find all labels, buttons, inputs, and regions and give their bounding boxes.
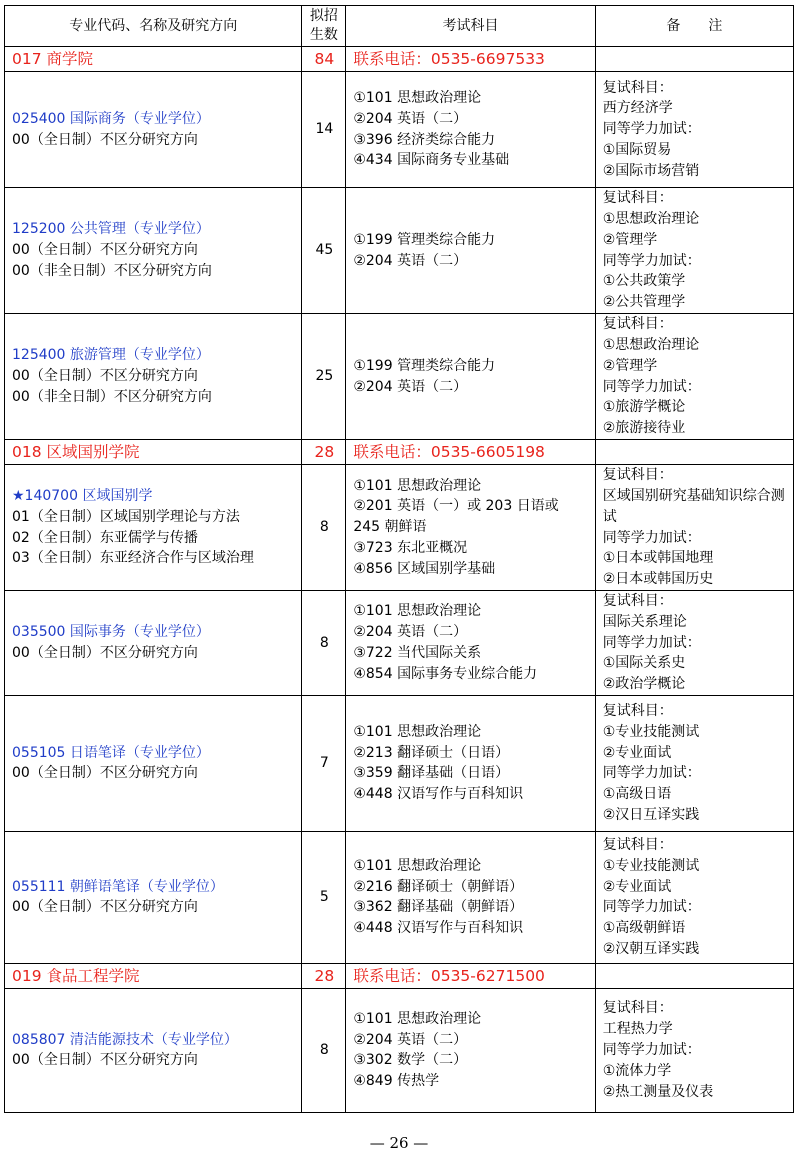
notes-cell: [595, 72, 793, 188]
exam-subject: ③302 数学（二）: [353, 1052, 468, 1069]
college-notes-empty: [595, 440, 793, 465]
note-line: 复试科目：: [602, 467, 673, 484]
note-line: 复试科目：: [602, 316, 673, 333]
enrollment-count: 8: [302, 465, 346, 591]
header-enrollment-line2: 生数: [309, 27, 338, 43]
enrollment-count: 8: [302, 591, 346, 696]
note-line: ②专业面试: [602, 744, 672, 761]
table-body: [5, 47, 794, 1113]
note-line: 西方经济学: [602, 100, 673, 117]
notes-cell: [595, 695, 793, 831]
research-direction: 00（全日制）不区分研究方向: [12, 644, 198, 661]
note-line: 同等学力加试：: [602, 529, 701, 546]
major-code-name: 085807 清洁能源技术（专业学位）: [12, 1031, 238, 1048]
exam-subject: ①101 思想政治理论: [353, 89, 482, 106]
note-line: ①专业技能测试: [602, 723, 700, 740]
notes-cell: [595, 188, 793, 314]
note-line: 同等学力加试：: [602, 899, 701, 916]
major-row: [5, 695, 794, 831]
exam-subject: ①101 思想政治理论: [353, 477, 482, 494]
enrollment-count: 14: [302, 72, 346, 188]
exam-subject: ②216 翻译硕士（朝鲜语）: [353, 878, 524, 895]
research-direction: 00（非全日制）不区分研究方向: [12, 262, 212, 279]
exam-subject: ②204 英语（二）: [353, 252, 468, 269]
header-major: 专业代码、名称及研究方向: [5, 6, 302, 47]
notes-cell: [595, 988, 793, 1112]
note-line: ②国际市场营销: [602, 162, 700, 179]
exam-subject: ②204 英语（二）: [353, 1031, 468, 1048]
note-line: 工程热力学: [602, 1021, 673, 1038]
admissions-table-page: [4, 5, 794, 1113]
exam-subject: ③396 经济类综合能力: [353, 131, 496, 148]
major-row: [5, 988, 794, 1112]
major-row: [5, 831, 794, 963]
exam-subjects-cell: [346, 188, 595, 314]
note-line: ②管理学: [602, 357, 658, 374]
major-code-name: 025400 国际商务（专业学位）: [12, 110, 210, 127]
note-line: 同等学力加试：: [602, 252, 701, 269]
exam-subjects-cell: [346, 591, 595, 696]
major-code-name: 125400 旅游管理（专业学位）: [12, 347, 210, 364]
note-line: ②旅游接待业: [602, 420, 686, 437]
notes-cell: [595, 831, 793, 963]
note-line: 同等学力加试：: [602, 765, 701, 782]
major-cell: [5, 591, 302, 696]
note-line: 区域国别研究基础知识综合测试: [602, 487, 785, 525]
notes-cell: [595, 314, 793, 440]
exam-subject: ③362 翻译基础（朝鲜语）: [353, 899, 524, 916]
research-direction: 03（全日制）东亚经济合作与区域治理: [12, 550, 254, 567]
research-direction: 00（非全日制）不区分研究方向: [12, 388, 212, 405]
note-line: ②管理学: [602, 231, 658, 248]
note-line: ①日本或韩国地理: [602, 550, 714, 567]
exam-subject: ②204 英语（二）: [353, 110, 468, 127]
exam-subjects-cell: [346, 465, 595, 591]
note-line: 同等学力加试：: [602, 121, 701, 138]
exam-subject: ④448 汉语写作与百科知识: [353, 786, 524, 803]
header-enrollment: [302, 6, 346, 47]
exam-subject: ③722 当代国际关系: [353, 644, 482, 661]
research-direction: 01（全日制）区域国别学理论与方法: [12, 508, 240, 525]
note-line: 同等学力加试：: [602, 634, 701, 651]
exam-subject: ④854 国际事务专业综合能力: [353, 665, 538, 682]
exam-subject: ④856 区域国别学基础: [353, 560, 496, 577]
note-line: 复试科目：: [602, 1000, 673, 1017]
major-cell: [5, 988, 302, 1112]
college-notes-empty: [595, 47, 793, 72]
major-code-name: 035500 国际事务（专业学位）: [12, 624, 210, 641]
note-line: 国际关系理论: [602, 613, 687, 630]
college-notes-empty: [595, 963, 793, 988]
exam-subjects-cell: [346, 695, 595, 831]
note-line: ①思想政治理论: [602, 336, 700, 353]
college-enrollment-count: 28: [302, 440, 346, 465]
major-cell: [5, 695, 302, 831]
exam-subject: ②204 英语（二）: [353, 624, 468, 641]
note-line: ①公共政策学: [602, 273, 686, 290]
exam-subject: ④448 汉语写作与百科知识: [353, 920, 524, 937]
note-line: 同等学力加试：: [602, 378, 701, 395]
page-number: — 26 —: [369, 1134, 429, 1152]
note-line: ②汉日互译实践: [602, 807, 700, 824]
major-row: [5, 465, 794, 591]
exam-subjects-cell: [346, 314, 595, 440]
exam-subject: ①101 思想政治理论: [353, 603, 482, 620]
college-enrollment-count: 84: [302, 47, 346, 72]
note-line: 复试科目：: [602, 190, 673, 207]
note-line: ②汉朝互译实践: [602, 941, 700, 958]
note-line: ①思想政治理论: [602, 210, 700, 227]
college-name: 019 食品工程学院: [5, 963, 302, 988]
exam-subject: ②204 英语（二）: [353, 378, 468, 395]
college-row: [5, 47, 794, 72]
college-row: [5, 440, 794, 465]
research-direction: 02（全日制）东亚儒学与传播: [12, 529, 198, 546]
enrollment-count: 5: [302, 831, 346, 963]
header-exam-subjects: 考试科目: [346, 6, 595, 47]
major-code-name: 125200 公共管理（专业学位）: [12, 221, 210, 238]
exam-subject: ③359 翻译基础（日语）: [353, 765, 510, 782]
header-enrollment-line1: 拟招: [309, 8, 338, 24]
college-contact-phone: 联系电话：0535-6697533: [346, 47, 595, 72]
header-notes: 备 注: [595, 6, 793, 47]
note-line: ①高级朝鲜语: [602, 920, 686, 937]
major-cell: [5, 72, 302, 188]
exam-subject: ①101 思想政治理论: [353, 723, 482, 740]
exam-subject: ①199 管理类综合能力: [353, 231, 496, 248]
notes-cell: [595, 465, 793, 591]
exam-subject: ④434 国际商务专业基础: [353, 152, 510, 169]
note-line: 复试科目：: [602, 79, 673, 96]
exam-subject: ①101 思想政治理论: [353, 857, 482, 874]
note-line: ②日本或韩国历史: [602, 571, 714, 588]
exam-subject: ③723 东北亚概况: [353, 539, 468, 556]
enrollment-count: 7: [302, 695, 346, 831]
note-line: ②专业面试: [602, 878, 672, 895]
major-row: [5, 188, 794, 314]
major-cell: [5, 188, 302, 314]
college-name: 017 商学院: [5, 47, 302, 72]
major-cell: [5, 314, 302, 440]
college-contact-phone: 联系电话：0535-6605198: [346, 440, 595, 465]
note-line: ①国际关系史: [602, 655, 686, 672]
research-direction: 00（全日制）不区分研究方向: [12, 765, 198, 782]
exam-subject: ④849 传热学: [353, 1073, 440, 1090]
table-header-row: [5, 6, 794, 47]
note-line: ①高级日语: [602, 786, 672, 803]
exam-subject: ②213 翻译硕士（日语）: [353, 744, 510, 761]
research-direction: 00（全日制）不区分研究方向: [12, 368, 198, 385]
major-row: [5, 72, 794, 188]
exam-subjects-cell: [346, 831, 595, 963]
exam-subject: ①101 思想政治理论: [353, 1010, 482, 1027]
major-code-name: 055105 日语笔译（专业学位）: [12, 744, 210, 761]
note-line: 复试科目：: [602, 703, 673, 720]
note-line: ②公共管理学: [602, 294, 686, 311]
major-row: [5, 591, 794, 696]
college-row: [5, 963, 794, 988]
enrollment-count: 25: [302, 314, 346, 440]
major-cell: [5, 465, 302, 591]
college-contact-phone: 联系电话：0535-6271500: [346, 963, 595, 988]
admissions-table: [4, 5, 794, 1113]
note-line: 复试科目：: [602, 593, 673, 609]
college-enrollment-count: 28: [302, 963, 346, 988]
major-row: [5, 314, 794, 440]
major-code-name: 055111 朝鲜语笔译（专业学位）: [12, 878, 224, 895]
exam-subjects-cell: [346, 72, 595, 188]
note-line: ①国际贸易: [602, 141, 672, 158]
research-direction: 00（全日制）不区分研究方向: [12, 131, 198, 148]
note-line: ②政治学概论: [602, 676, 686, 693]
research-direction: 00（全日制）不区分研究方向: [12, 1052, 198, 1069]
college-name: 018 区域国别学院: [5, 440, 302, 465]
major-code-name: ★140700 区域国别学: [12, 487, 153, 504]
enrollment-count: 8: [302, 988, 346, 1112]
note-line: ①流体力学: [602, 1062, 672, 1079]
exam-subjects-cell: [346, 988, 595, 1112]
notes-cell: [595, 591, 793, 696]
research-direction: 00（全日制）不区分研究方向: [12, 242, 198, 259]
note-line: ①旅游学概论: [602, 399, 686, 416]
note-line: ①专业技能测试: [602, 857, 700, 874]
note-line: 同等学力加试：: [602, 1042, 701, 1059]
note-line: ②热工测量及仪表: [602, 1083, 714, 1100]
exam-subject: ②201 英语（一）或 203 日语或 245 朝鲜语: [353, 498, 559, 536]
research-direction: 00（全日制）不区分研究方向: [12, 899, 198, 916]
enrollment-count: 45: [302, 188, 346, 314]
exam-subject: ①199 管理类综合能力: [353, 357, 496, 374]
major-cell: [5, 831, 302, 963]
note-line: 复试科目：: [602, 837, 673, 854]
